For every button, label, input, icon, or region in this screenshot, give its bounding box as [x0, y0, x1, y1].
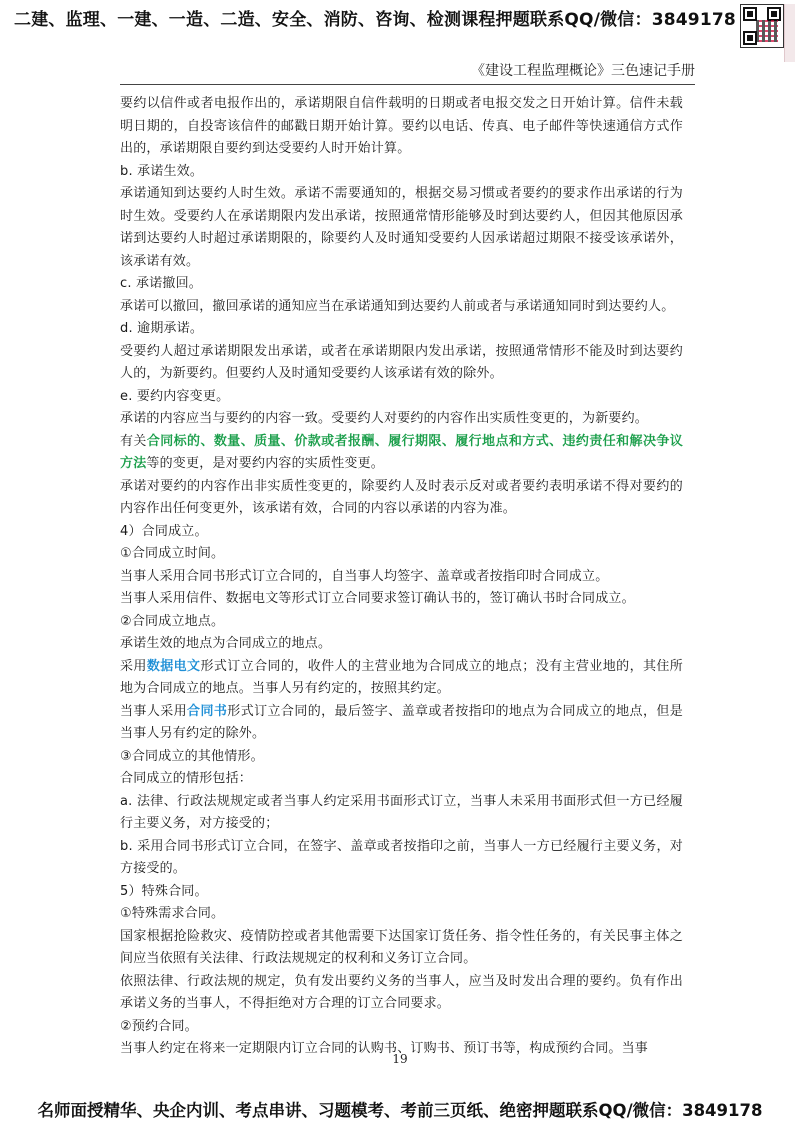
qr-code-icon [740, 4, 784, 48]
paragraph: 承诺生效的地点为合同成立的地点。 [120, 636, 332, 651]
subsection-heading: ①合同成立时间。 [120, 546, 225, 561]
header-divider [120, 84, 695, 85]
blue-highlight: 合同书 [187, 703, 228, 719]
paragraph-blue-highlight [120, 656, 683, 701]
section-heading: 4）合同成立。 [120, 523, 208, 539]
paragraph: 合同成立的情形包括： [120, 771, 253, 786]
paragraph: c. 承诺撤回。 [120, 276, 203, 291]
subsection-heading: ②预约合同。 [120, 1018, 198, 1034]
paragraph: b. 采用合同书形式订立合同，在签字、盖章或者按指印之前，当事人一方已经履行主要义务，对方接受的。 [120, 838, 683, 876]
page-number: 19 [392, 1052, 408, 1066]
green-highlight: 合同标的、数量、质量、价款或者报酬、履行期限、履行地点和方式、违约责任和解决争议方法 [120, 433, 683, 471]
subsection-heading: ③合同成立的其他情形。 [120, 748, 264, 764]
section-heading: 5）特殊合同。 [120, 883, 208, 899]
subsection-heading: ①特殊需求合同。 [120, 906, 225, 921]
header-title: 《建设工程监理概论》三色速记手册 [471, 63, 695, 79]
text: 有关 [120, 433, 147, 449]
paragraph: 承诺可以撤回，撤回承诺的通知应当在承诺通知到达要约人前或者与承诺通知同时到达要约人。 [120, 298, 675, 314]
paragraph: b. 承诺生效。 [120, 163, 204, 179]
blue-highlight: 数据电文 [146, 658, 201, 674]
paragraph-green-highlight [120, 431, 683, 476]
bottom-banner: 名师面授精华、央企内训、考点串讲、习题模考、考前三页纸、绝密押题联系QQ/微信：3849178 [37, 1101, 763, 1120]
paragraph: 当事人约定在将来一定期限内订立合同的认购书、订购书、预订书等，构成预约合同。当事 [120, 1041, 649, 1056]
side-stamp-strip [784, 4, 795, 62]
paragraph: d. 逾期承诺。 [120, 321, 204, 336]
text: 当事人采用 [120, 703, 188, 719]
paragraph-blue-highlight [120, 701, 683, 746]
text: 形式订立合同的，收件人的主营业地为合同成立的地点；没有主营业地的，其住所地为合同成立的地点。当事人另有约定的，按照其约定。 [120, 658, 683, 696]
text: 采用 [120, 658, 147, 674]
paragraph: 承诺对要约的内容作出非实质性变更的，除要约人及时表示反对或者要约表明承诺不得对要约的内容作出任何变更外，该承诺有效，合同的内容以承诺的内容为准。 [120, 478, 683, 516]
paragraph: 依照法律、行政法规的规定，负有发出要约义务的当事人，应当及时发出合理的要约。负有作出承诺义务的当事人，不得拒绝对方合理的订立合同要求。 [120, 973, 683, 1011]
paragraph: 要约以信件或者电报作出的，承诺期限自信件载明的日期或者电报交发之日开始计算。信件未载明日期的，自投寄该信件的邮戳日期开始计算。要约以电话、传真、电子邮件等快速通信方式作出的，承诺期限自要约到达受要约人时开始计算。 [120, 96, 683, 156]
subsection-heading: ②合同成立地点。 [120, 613, 225, 629]
paragraph: e. 要约内容变更。 [120, 388, 230, 404]
paragraph: 国家根据抢险救灾、疫情防控或者其他需要下达国家订货任务、指令性任务的，有关民事主体之间应当依照有关法律、行政法规规定的权利和义务订立合同。 [120, 928, 683, 966]
paragraph: 承诺通知到达要约人时生效。承诺不需要通知的，根据交易习惯或者要约的要求作出承诺的行为时生效。受要约人在承诺期限内发出承诺，按照通常情形能够及时到达要约人，但因其他原因承诺到达要约人时超过承诺期限的，除要约人及时通知受要约人因承诺超过期限不接受该承诺外，该承诺有效。 [120, 186, 683, 269]
paragraph: 受要约人超过承诺期限发出承诺，或者在承诺期限内发出承诺，按照通常情形不能及时到达要约人的，为新要约。但要约人及时通知受要约人该承诺有效的除外。 [120, 343, 683, 381]
top-banner: 二建、监理、一建、一造、二造、安全、消防、咨询、检测课程押题联系QQ/微信：3849178 [14, 10, 736, 30]
text: 形式订立合同的，最后签字、盖章或者按指印的地点为合同成立的地点，但是当事人另有约定的除外。 [120, 703, 683, 741]
paragraph: 当事人采用信件、数据电文等形式订立合同要求签订确认书的，签订确认书时合同成立。 [120, 591, 635, 606]
text: 等的变更，是对要约内容的实质性变更。 [146, 456, 385, 471]
paragraph: a. 法律、行政法规规定或者当事人约定采用书面形式订立，当事人未采用书面形式但一方已经履行主要义务，对方接受的； [120, 793, 683, 831]
paragraph: 当事人采用合同书形式订立合同的，自当事人均签字、盖章或者按指印时合同成立。 [120, 568, 609, 584]
page-body [120, 93, 683, 1061]
paragraph: 承诺的内容应当与要约的内容一致。受要约人对要约的内容作出实质性变更的，为新要约。 [120, 411, 649, 426]
